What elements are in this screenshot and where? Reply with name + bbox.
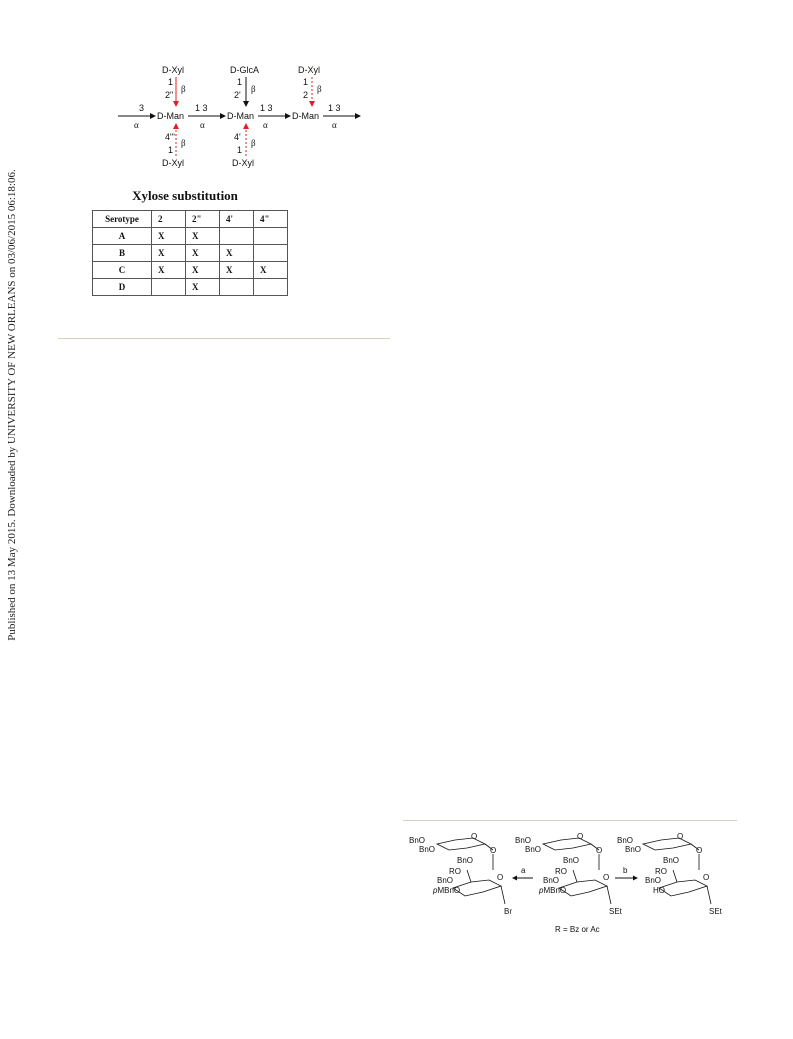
c2-link-o: O bbox=[596, 846, 603, 855]
compound-3-c1-set bbox=[707, 886, 711, 904]
c3-bno-2: BnO bbox=[625, 845, 642, 854]
reaction-arrow-b-label: b bbox=[623, 866, 628, 875]
c2-ring-o-2: O bbox=[603, 873, 610, 882]
branch-top-3-one: 1 bbox=[303, 77, 309, 87]
table-row bbox=[93, 262, 288, 279]
branch-top-1-position: 2" bbox=[165, 90, 174, 100]
table-cell: X bbox=[186, 245, 220, 262]
reaction-arrow-a-label: a bbox=[521, 866, 526, 875]
table-row bbox=[93, 228, 288, 245]
header-4-prime: 4' bbox=[220, 211, 254, 228]
backbone-out-anomer: α bbox=[332, 120, 337, 130]
sugar-xyl-top-1: D-Xyl bbox=[162, 65, 184, 75]
header-4-double-prime: 4" bbox=[254, 211, 288, 228]
synthesis-scheme bbox=[405, 830, 740, 950]
c1-bno-4: BnO bbox=[437, 876, 454, 885]
table-cell: X bbox=[220, 262, 254, 279]
branch-top-1-anomer: β bbox=[181, 84, 186, 94]
c1-br: Br bbox=[504, 907, 512, 916]
branch-bottom-2-anomer: β bbox=[251, 138, 256, 148]
backbone-23-anomer: α bbox=[263, 120, 268, 130]
branch-top-1-one: 1 bbox=[168, 77, 174, 87]
table-cell bbox=[254, 279, 288, 296]
sugar-xyl-top-3: D-Xyl bbox=[298, 65, 320, 75]
compound-3-mannose-ring bbox=[659, 880, 707, 896]
polysaccharide-repeat-unit-scheme bbox=[110, 60, 370, 175]
backbone-12-linkage: 1 3 bbox=[195, 103, 208, 113]
c3-ro: RO bbox=[655, 867, 667, 876]
serotype-cell: D bbox=[93, 279, 152, 296]
table-cell bbox=[254, 245, 288, 262]
compound-2-xylose-ring bbox=[543, 838, 591, 850]
c2-bno-1: BnO bbox=[515, 836, 532, 845]
compound-3-c6 bbox=[673, 870, 677, 882]
serotype-cell: C bbox=[93, 262, 152, 279]
c3-ring-o-1: O bbox=[677, 832, 684, 841]
compound-2-mannose-ring bbox=[559, 880, 607, 896]
branch-top-3-anomer: β bbox=[317, 84, 322, 94]
branch-top-2-position: 2' bbox=[234, 90, 241, 100]
c2-bno-3: BnO bbox=[563, 856, 580, 865]
serotype-cell: B bbox=[93, 245, 152, 262]
table-cell: X bbox=[186, 228, 220, 245]
r-group-definition: R = Bz or Ac bbox=[555, 925, 600, 934]
sugar-man-2: D-Man bbox=[227, 111, 255, 121]
branch-top-2-one: 1 bbox=[237, 77, 243, 87]
branch-bottom-1-position: 4"' bbox=[165, 132, 175, 142]
table-row bbox=[93, 279, 288, 296]
compound-2-c1-set bbox=[607, 886, 611, 904]
c1-bno-2: BnO bbox=[419, 845, 436, 854]
c1-ro: RO bbox=[449, 867, 461, 876]
c3-ring-o-2: O bbox=[703, 873, 710, 882]
sugar-man-3: D-Man bbox=[292, 111, 320, 121]
serotype-cell: A bbox=[93, 228, 152, 245]
c1-bno-3: BnO bbox=[457, 856, 474, 865]
c2-pmbno: pMBnO bbox=[539, 886, 567, 895]
c1-ring-o-1: O bbox=[471, 832, 478, 841]
download-notice-text: Published on 13 May 2015. Downloaded by UNIVERSITY OF NEW ORLEANS on 03/06/2015 06:18:06. bbox=[6, 169, 18, 641]
table-header-row bbox=[93, 211, 288, 228]
table-cell: X bbox=[254, 262, 288, 279]
branch-bottom-1-anomer: β bbox=[181, 138, 186, 148]
table-cell bbox=[152, 279, 186, 296]
c3-bno-4: BnO bbox=[645, 876, 662, 885]
table-cell: X bbox=[186, 279, 220, 296]
table-cell: X bbox=[152, 245, 186, 262]
c3-set: SEt bbox=[709, 907, 722, 916]
header-serotype: Serotype bbox=[93, 211, 152, 228]
table-title: Xylose substitution bbox=[132, 188, 238, 203]
c1-bno-1: BnO bbox=[409, 836, 426, 845]
c3-bno-1: BnO bbox=[617, 836, 634, 845]
backbone-out-linkage: 1 3 bbox=[328, 103, 341, 113]
c2-ring-o-1: O bbox=[577, 832, 584, 841]
backbone-in-linkage: 3 bbox=[139, 103, 145, 113]
backbone-in-anomer: α bbox=[134, 120, 139, 130]
branch-bottom-2-position: 4' bbox=[234, 132, 241, 142]
table-cell: X bbox=[152, 262, 186, 279]
sugar-glca-top: D-GlcA bbox=[230, 65, 259, 75]
table-cell: X bbox=[152, 228, 186, 245]
backbone-23-linkage: 1 3 bbox=[260, 103, 273, 113]
table-cell bbox=[220, 279, 254, 296]
download-notice bbox=[2, 169, 22, 641]
sugar-xyl-bottom-2: D-Xyl bbox=[232, 158, 254, 168]
table-cell: X bbox=[186, 262, 220, 279]
compound-1-xylose-ring bbox=[437, 838, 485, 850]
table-cell bbox=[220, 228, 254, 245]
branch-top-3-position: 2 bbox=[303, 90, 309, 100]
section-divider-top bbox=[58, 338, 390, 339]
c3-ho: HO bbox=[653, 886, 665, 895]
backbone-12-anomer: α bbox=[200, 120, 205, 130]
c2-bno-2: BnO bbox=[525, 845, 542, 854]
c2-bno-4: BnO bbox=[543, 876, 560, 885]
c1-ring-o-2: O bbox=[497, 873, 504, 882]
compound-2-c6 bbox=[573, 870, 577, 882]
branch-bottom-2-one: 1 bbox=[237, 145, 243, 155]
sugar-man-1: D-Man bbox=[157, 111, 185, 121]
header-2: 2 bbox=[152, 211, 186, 228]
compound-1-mannose-ring bbox=[453, 880, 501, 896]
c2-set: SEt bbox=[609, 907, 622, 916]
compound-3-xylose-ring bbox=[643, 838, 691, 850]
c2-ro: RO bbox=[555, 867, 567, 876]
header-2-double-prime: 2" bbox=[186, 211, 220, 228]
xylose-substitution-table bbox=[92, 210, 288, 296]
sugar-xyl-bottom-1: D-Xyl bbox=[162, 158, 184, 168]
c3-link-o: O bbox=[696, 846, 703, 855]
section-divider-bottom bbox=[403, 820, 737, 821]
compound-1-c6 bbox=[467, 870, 471, 882]
c1-pmbno: pMBnO bbox=[433, 886, 461, 895]
table-cell bbox=[254, 228, 288, 245]
branch-top-2-anomer: β bbox=[251, 84, 256, 94]
table-row bbox=[93, 245, 288, 262]
c1-link-o: O bbox=[490, 846, 497, 855]
compound-1-c1-br bbox=[501, 886, 505, 904]
c3-bno-3: BnO bbox=[663, 856, 680, 865]
table-cell: X bbox=[220, 245, 254, 262]
branch-bottom-1-one: 1 bbox=[168, 145, 174, 155]
